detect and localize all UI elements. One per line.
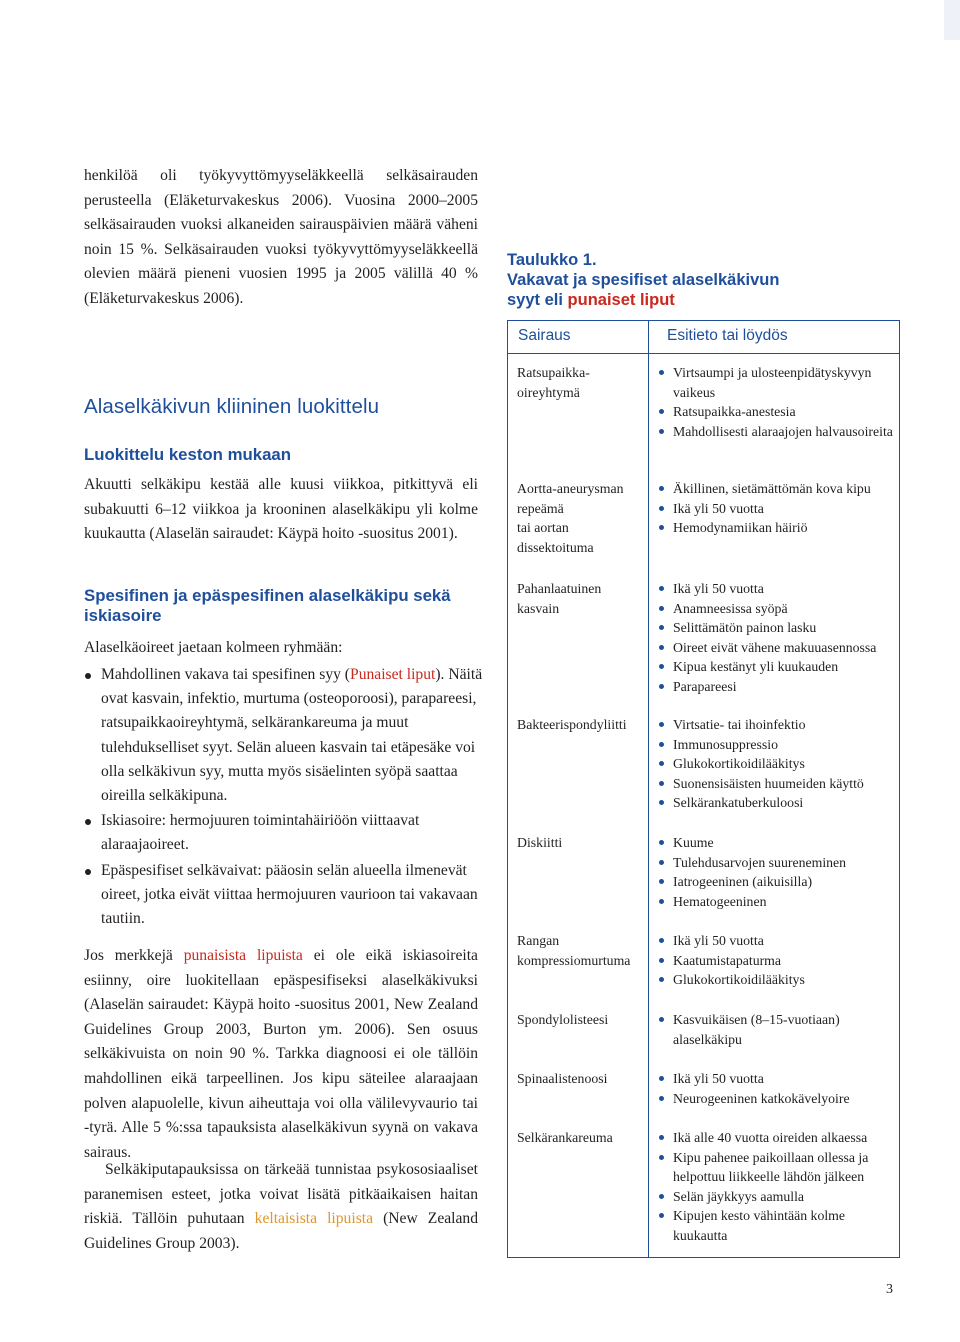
nonspecific-paragraph xyxy=(84,944,478,1165)
finding-item: Äkillinen, sietämättömän kova kipu xyxy=(658,479,898,499)
finding-item: Hemodynamiikan häiriö xyxy=(658,518,898,538)
finding-item: Ikä yli 50 vuotta xyxy=(658,499,898,519)
red-flags-term: Punaiset liput xyxy=(350,666,436,683)
findings-list xyxy=(658,715,898,813)
section-heading: Alaselkäkivun kliininen luokittelu xyxy=(84,395,380,418)
finding-item: Selän jäykkyys aamulla xyxy=(658,1187,898,1207)
finding-item: Kipu pahenee paikoillaan ollessa ja helpottuu liikkeelle lähdön jälkeen xyxy=(658,1148,898,1187)
finding-item: Kaatumistapaturma xyxy=(658,951,898,971)
disease-cell: Spondylolisteesi xyxy=(517,1012,609,1027)
disease-cell: Rangan kompressiomurtuma xyxy=(517,933,631,968)
findings-list xyxy=(658,1128,898,1246)
finding-item: Ikä alle 40 vuotta oireiden alkaessa xyxy=(658,1128,898,1148)
findings-list xyxy=(658,579,898,697)
intro-paragraph: henkilöä oli työkyvyttömyyseläkkeellä selkäsairauden perusteella (Eläketurvakeskus 2006). Vuosina 2000–2005 selkäsairauden vuoksi alkaneiden sairauspäivien määrä väheni noin 15 %. Selkäsairauden vuoksi työkyvyttömyyseläkkeellä olevien määrä pieneni vuosien 1995 ja 2005 välillä 40 % (Eläketurvakeskus 2006). xyxy=(84,167,478,307)
table-title-line: Vakavat ja spesifiset alaselkäkivun xyxy=(507,271,780,289)
table-number: Taulukko 1. xyxy=(507,251,597,269)
finding-item: Kasvuikäisen (8–15-vuotiaan) alaselkäkipu xyxy=(658,1010,898,1049)
list-item xyxy=(84,663,484,808)
red-flags-term: punaisista lipuista xyxy=(183,947,303,964)
subheading-duration: Luokittelu keston mukaan xyxy=(84,445,292,464)
list-item-text: Iskiasoire: hermojuuren toimintahäiriöön viittaavat alaraajaoireet. xyxy=(101,812,420,854)
text-span: Jos merkkejä xyxy=(84,947,184,964)
subheading-specific: Spesifinen ja epäspesifinen alaselkäkipu sekä iskiasoire xyxy=(84,586,451,625)
finding-item: Parapareesi xyxy=(658,677,898,697)
finding-item: Ratsupaikka-anestesia xyxy=(658,402,898,422)
text-span: (New Zealand Guidelines Group 2003). xyxy=(84,1210,479,1252)
disease-cell: Ratsupaikka- oireyhtymä xyxy=(517,365,590,400)
text-span: Selkäkiputapauksissa on tärkeää tunnistaa psykososiaaliset paranemisen esteet, jotka voivat lisätä pitkäaikaisen haitan riskiä. Tällöin puhutaan xyxy=(84,1161,478,1228)
table-caption xyxy=(507,250,907,310)
finding-item: Suonensisäisten huumeiden käyttö xyxy=(658,774,898,794)
finding-item: Virtsatie- tai ihoinfektio xyxy=(658,715,898,735)
finding-item: Oireet eivät vähene makuuasennossa xyxy=(658,638,898,658)
finding-item: Neurogeeninen katkokävelyoire xyxy=(658,1089,898,1109)
text-span: ei ole eikä iskiasoireita esiinny, oire luokitellaan epäspesifiseksi alaselkäkivuksi (Alaselän sairaudet: Käypä hoito -suositus 2001, New Zealand Guidelines Group 2003, Burton ym. 2006). Sen osuus selkäkivuista on noin 90 %. Tarkka diagnoosi ei ole tällöin mahdollinen eikä tarpeellinen. Jos kipu säteilee alaraajaan polven alapuolelle, kivun aiheuttaja voi olla välilevyvaurio tai -tyrä. Alle 5 %:ssa tapauksista alaselkäkivun syynä on vakava sairaus. xyxy=(84,947,478,1161)
finding-item: Kipujen kesto vähintään kolme kuukautta xyxy=(658,1206,898,1245)
finding-item: Glukokortikoidilääkitys xyxy=(658,754,898,774)
disease-cell: Bakteerispondyliitti xyxy=(517,717,627,732)
findings-list xyxy=(658,479,898,538)
finding-item: Kuume xyxy=(658,833,898,853)
yellow-flags-term: keltaisista lipuista xyxy=(254,1210,374,1228)
text-span: syyt eli xyxy=(507,291,568,309)
corner-decoration xyxy=(944,0,960,40)
finding-item: Iatrogeeninen (aikuisilla) xyxy=(658,872,898,892)
groups-intro: Alaselkäoireet jaetaan kolmeen ryhmään: xyxy=(84,639,343,656)
table-title-line xyxy=(507,290,907,310)
psychosocial-paragraph xyxy=(84,1158,478,1256)
disease-cell: Aortta-aneurysman repeämä tai aortan dissektoituma xyxy=(517,481,624,555)
finding-item: Virtsaumpi ja ulosteenpidätyskyvyn vaikeus xyxy=(658,363,898,402)
disease-cell: Diskiitti xyxy=(517,835,563,850)
finding-item: Selittämätön painon lasku xyxy=(658,618,898,638)
finding-item: Immunosuppressio xyxy=(658,735,898,755)
finding-item: Hematogeeninen xyxy=(658,892,898,912)
disease-cell: Pahanlaatuinen kasvain xyxy=(517,581,602,616)
findings-list xyxy=(658,1010,898,1049)
red-flags-table xyxy=(507,320,900,1258)
list-item-text: ). Näitä ovat kasvain, infektio, murtuma (osteoporoosi), parapareesi, ratsupaikkaoireyhtymä, selkärankareuma ja muut tulehdukselliset syyt. Selän alueen kasvain tai etäpesäke voi olla selkäkivun syy, mutta myös sisäelinten syöpä saattaa oireilla selkäkipuna. xyxy=(101,666,483,805)
findings-list xyxy=(658,1069,898,1108)
page-number: 3 xyxy=(886,1282,893,1297)
list-item-text: Mahdollinen vakava tai spesifinen syy ( xyxy=(101,666,351,683)
symptom-groups-list xyxy=(84,663,484,932)
red-flags-term: punaiset liput xyxy=(567,291,675,309)
finding-item: Kipua kestänyt yli kuukauden xyxy=(658,657,898,677)
column-divider xyxy=(648,321,649,1257)
disease-cell: Spinaalistenoosi xyxy=(517,1071,608,1086)
column-header-findings: Esitieto tai löydös xyxy=(667,327,788,344)
finding-item: Selkärankatuberkuloosi xyxy=(658,793,898,813)
finding-item: Ikä yli 50 vuotta xyxy=(658,579,898,599)
column-header-disease: Sairaus xyxy=(518,327,571,344)
duration-paragraph: Akuutti selkäkipu kestää alle kuusi viikkoa, pitkittyvä eli subakuutti 6–12 viikkoa ja krooninen alaselkäkipu yli kolme kuukautta (Alaselän sairaudet: Käypä hoito -suositus 2001). xyxy=(84,476,478,543)
findings-list xyxy=(658,833,898,911)
disease-cell: Selkärankareuma xyxy=(517,1130,613,1145)
table-header xyxy=(508,321,899,354)
finding-item: Glukokortikoidilääkitys xyxy=(658,970,898,990)
finding-item: Tulehdusarvojen suureneminen xyxy=(658,853,898,873)
finding-item: Ikä yli 50 vuotta xyxy=(658,1069,898,1089)
finding-item: Anamneesissa syöpä xyxy=(658,599,898,619)
list-item-text: Epäspesifiset selkävaivat: pääosin selän alueella ilmenevät oireet, jotka eivät viittaa hermojuuren vaurioon tai vakavaan tautiin. xyxy=(101,861,478,928)
findings-list xyxy=(658,931,898,990)
findings-list xyxy=(658,363,898,441)
finding-item: Mahdollisesti alaraajojen halvausoireita xyxy=(658,422,898,442)
list-item xyxy=(84,859,484,932)
list-item xyxy=(84,809,484,857)
finding-item: Ikä yli 50 vuotta xyxy=(658,931,898,951)
